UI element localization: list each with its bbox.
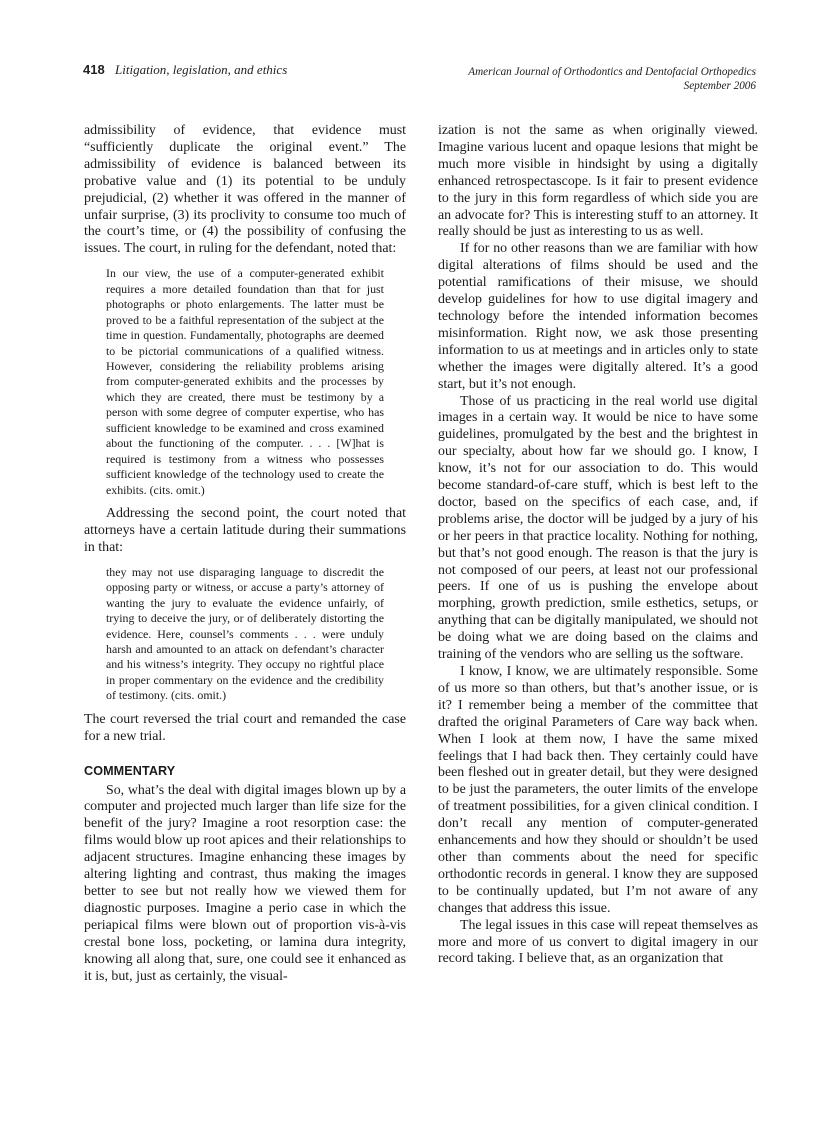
body-paragraph: admissibility of evidence, that evidence must “sufficiently duplicate the original event.” The admissibility of evidence is balanced between its probative value and (1) its potential to be unduly prejudicial, (2) whether it was offered in the manner of unfair surprise, (3) its proclivity to consume too much of the court’s time, or (4) the possibility of confusing the issues. The court, in ruling for the defendant, noted that: (84, 123, 406, 257)
block-quote (106, 565, 384, 704)
body-paragraph: Those of us practicing in the real world use digital images in a certain way. It would be nice to have some guidelines, promulgated by the best and the brightest in our specialty, about how far we should go. I know, I know, it’s not for our association to do. This would become standard-of-care stuff, which is best left to the doctor, based on the specifics of each case, and, if problems arise, the doctor will be judged by a jury of his or her peers in that practice locality. Nothing for nothing, but that’s not good enough. The reason is that the jury is not composed of our peers, at least not our professional peers. If one of us is pushing the envelope about morphing, growth prediction, smile esthetics, setups, or anything that can be digitally manipulated, we should not be doing what we are doing based on the claims and training of the vendors who are selling us the software. (438, 393, 758, 663)
body-paragraph: Addressing the second point, the court noted that attorneys have a certain latitude during their summations in that: (84, 506, 406, 555)
running-head (83, 62, 756, 96)
quote-text: In our view, the use of a computer-generated exhibit requires a more detailed foundation than that for just photographs or photo enlargements. The latter must be proved to be a faithful representation of the subject at the time in question. Fundamentally, photographs are deemed to be pictorial communications of a qualified witness. However, considering the reliability problems arising from computer-generated exhibits and the processes by which they are created, there must be testimony by a person with some degree of computer expertise, who has sufficient knowledge to be examined and cross examined about the functioning of the computer. . . . [W]hat is required is testimony from a witness who possesses sufficient knowledge of the technology used to create the exhibits. (cits. omit.) (106, 266, 384, 497)
body-paragraph: So, what’s the deal with digital images blown up by a computer and projected much larger than life size for the benefit of the jury? Imagine a root resorption case: the films would blow up root apices and their relationships to adjacent structures. Imagine enhancing these images by altering lighting and contrast, thus making the images better to see but not really how we viewed them for diagnostic purposes. Imagine a perio case in which the periapical films were blown out of proportion vis-à-vis crestal bone loss, pocketing, or lamina dura integrity, knowing all along that, sure, one could see it enhanced as it is, but, just as certainly, the visual- (84, 782, 406, 984)
issue-date: September 2006 (683, 80, 756, 92)
left-column (84, 123, 406, 985)
journal-citation (468, 65, 756, 93)
body-paragraph: I know, I know, we are ultimately responsible. Some of us more so than others, but that’s another issue, or is it? I remember being a member of the committee that drafted the original Parameters of Care way back when. When I look at them now, I have the same mixed feelings that I had back then. They certainly could have been fleshed out in greater detail, but they were designed to be just the parameters, the outer limits of the envelope of treatment possibilities, for a given clinical condition. I don’t recall any mention of computer-generated enhancements and how they should or shouldn’t be used other than comments about the need for specific orthodontic records in general. I know they are supposed to be continually updated, but I’m not aware of any changes that address this issue. (438, 664, 758, 916)
section-heading-commentary: COMMENTARY (84, 763, 176, 778)
body-paragraph: If for no other reasons than we are familiar with how digital alterations of films should be used and the potential ramifications of their misuse, we should develop guidelines for how to use digital imagery and technology before the intended information becomes misinformation. Right now, we ask those presenting information to us at meetings and in articles only to state whether the images were digitally altered. It’s a good start, but it’s not enough. (438, 241, 758, 392)
body-paragraph: The court reversed the trial court and remanded the case for a new trial. (84, 711, 406, 744)
section-title: Litigation, legislation, and ethics (115, 62, 288, 77)
block-quote (106, 266, 384, 498)
body-paragraph: The legal issues in this case will repeat themselves as more and more of us convert to digital imagery in our record taking. I believe that, as an organization that (438, 917, 758, 967)
quote-text: they may not use disparaging language to discredit the opposing party or witness, or accuse a party’s attorney of wanting the jury to evaluate the evidence unfairly, of trying to deceive the jury, or of deliberately distorting the evidence. Here, counsel’s comments . . . were unduly harsh and amounted to an attack on defendant’s character and his witness’s integrity. They occupy no rightful place in proper commentary on the evidence and the credibility of testimony. (cits. omit.) (106, 564, 384, 703)
page-number: 418 (83, 62, 105, 77)
journal-name: American Journal of Orthodontics and Dentofacial Orthopedics (468, 66, 756, 78)
body-paragraph: ization is not the same as when originally viewed. Imagine various lucent and opaque lesions that might be much more visible in hindsight by using a digitally enhanced retrospectascope. Is it fair to present evidence to the jury in this form regardless of which side you are an advocate for? This is interesting stuff to an attorney. It really should be just as interesting to us as well. (438, 123, 758, 240)
right-column (438, 123, 758, 968)
